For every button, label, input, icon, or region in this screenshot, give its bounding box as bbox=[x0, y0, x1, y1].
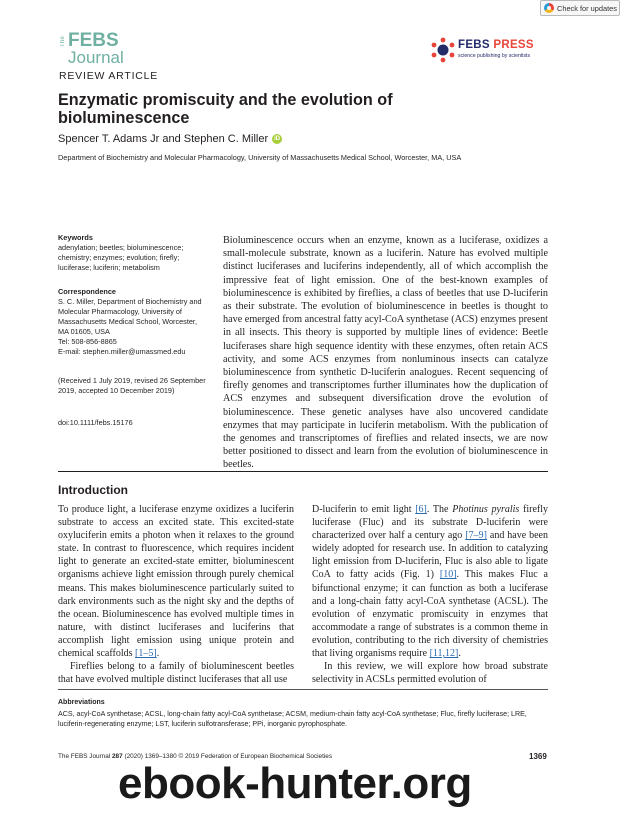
divider bbox=[58, 689, 548, 690]
paragraph: D-luciferin to emit light [6]. The Photinus pyralis firefly luciferase (Fluc) and its substrate D-luciferin were characterized over half a century ago [7–9] and have been widely adopted for research use. In addition to catalyzing light emission from D-luciferin, Fluc is also able to ligate CoA to fatty acids (Fig. 1) [10]. This makes Fluc a bifunctional enzyme; it can function as both a luciferase and a long-chain fatty acyl-CoA synthetase (ACSL). The evolution of enzymatic promiscuity in enzymes that accommodate a range of substrates is a common theme in evolution, contributing to the rich diversity of chemistries that living organisms require [11,12]. bbox=[312, 504, 548, 660]
abbreviations: ACS, acyl-CoA synthetase; ACSL, long-chain fatty acyl-CoA synthetase; ACSM, medium-chain fatty acyl-CoA synthetase; Fluc, firefly luciferase; LRE, luciferin-regenerating enzyme; LST, luciferin sulfotransferase; PPi, inorganic pyrophosphate. bbox=[58, 710, 527, 728]
paragraph: To produce light, a luciferase enzyme oxidizes a luciferin substrate to access an excited state. This excited-state oxyluciferin emits a photon when it relaxes to the ground state. In contrast to fluorescence, which requires incident light to generate an excited-state emitter, bioluminescent organisms achieve light emission through purely chemical means. This makes bioluminescence particularly suited to dark environments such as the night sky and the depths of the ocean. Bioluminescence has evolved multiple times in nature, with distinct luciferases and luciferins that accomplish light emission using unique protein and chemical scaffolds [1–5]. bbox=[58, 504, 294, 660]
received-dates: (Received 1 July 2019, revised 26 September 2019, accepted 10 December 2019) bbox=[58, 376, 206, 395]
affiliation: Department of Biochemistry and Molecular Pharmacology, University of Massachusetts Medical School, Worcester, MA, USA bbox=[58, 153, 462, 162]
check-for-updates-label: Check for updates bbox=[557, 3, 617, 13]
crossmark-icon bbox=[544, 3, 554, 13]
article-title: Enzymatic promiscuity and the evolution of bioluminescence bbox=[58, 91, 393, 127]
divider bbox=[58, 471, 548, 472]
correspondence-heading: Correspondence bbox=[58, 287, 116, 296]
page-number: 1369 bbox=[529, 752, 547, 761]
paragraph: In this review, we will explore how broad substrate selectivity in ACSLs permitted evolution of bbox=[312, 661, 548, 686]
keywords-heading: Keywords bbox=[58, 233, 93, 242]
abbreviations-heading: Abbreviations bbox=[58, 699, 105, 706]
orcid-icon[interactable]: iD bbox=[274, 136, 281, 142]
article-type: REVIEW ARTICLE bbox=[59, 70, 159, 82]
doi[interactable]: doi:10.1111/febs.15176 bbox=[58, 418, 133, 427]
citation-link[interactable]: [7–9] bbox=[465, 530, 487, 542]
body-column-right bbox=[312, 503, 548, 686]
febs-press-logo bbox=[430, 36, 548, 66]
paragraph: Fireflies belong to a family of bioluminescent beetles that have evolved multiple distinct luciferases that all use bbox=[58, 661, 294, 686]
press-logo-name: FEBS PRESS bbox=[458, 39, 534, 51]
press-logo-tagline: science publishing by scientists bbox=[458, 53, 531, 59]
keywords: adenylation; beetles; bioluminescence; chemistry; enzymes; evolution; firefly; luciferase; luciferin; metabolism bbox=[58, 243, 184, 272]
body-column-left bbox=[58, 503, 294, 686]
correspondence bbox=[58, 297, 208, 356]
citation-link[interactable]: [11,12] bbox=[429, 648, 459, 660]
journal-logo-the: The bbox=[60, 36, 66, 47]
correspondence-address: S. C. Miller, Department of Biochemistry and Molecular Pharmacology, University of Massachusetts Medical School, Worcester, MA 01605, USA bbox=[58, 297, 202, 336]
authors: Spencer T. Adams Jr and Stephen C. Miller bbox=[58, 133, 269, 145]
introduction-heading: Introduction bbox=[58, 483, 128, 497]
febs-press-molecule-icon bbox=[430, 37, 456, 63]
citation-link[interactable]: [10] bbox=[439, 569, 457, 581]
journal-logo bbox=[58, 32, 128, 70]
journal-logo-journal: Journal bbox=[68, 48, 124, 67]
correspondence-email[interactable]: E-mail: stephen.miller@umassmed.edu bbox=[58, 346, 186, 356]
authors-line bbox=[58, 133, 282, 145]
citation-link[interactable]: [6] bbox=[415, 504, 427, 515]
footer-citation: The FEBS Journal 287 (2020) 1369–1380 © 2019 Federation of European Biochemical Societies bbox=[58, 753, 333, 760]
journal-logo-febs: FEBS bbox=[68, 30, 119, 51]
citation-link[interactable]: [1–5] bbox=[135, 648, 157, 660]
abstract: Bioluminescence occurs when an enzyme, known as a luciferase, oxidizes a small-molecule substrate, known as a luciferin. Nature has evolved multiple distinct luciferases and luciferins independently, all of which accomplish the impressive feat of light emission. One of the best-known examples of bioluminescence is exhibited by fireflies, a class of beetles that use D-luciferin as their substrate. The evolution of bioluminescence in beetles is thought to have emerged from ancestral fatty acyl-CoA synthetase (ACS) enzymes present in all insects. This theory is supported by multiple lines of evidence: Beetle luciferases share high sequence identity with these enzymes, often retain ACS activity, and some ACS enzymes from nonluminous insects can catalyze bioluminescence from synthetic D-luciferin analogues. Recent sequencing of firefly genomes and transcriptomes further illuminates how the duplication of ACS enzymes and subsequent diversification drove the evolution of bioluminescence. These genetic analyses have also uncovered candidate enzymes that may participate in luciferin metabolism. With the publication of the genomes and transcriptomes of fireflies and related insects, we are now better positioned to dissect and learn from the evolution of bioluminescence in beetles. bbox=[223, 235, 548, 471]
correspondence-tel: Tel: 508-856-8865 bbox=[58, 336, 117, 346]
watermark: ebook-hunter.org bbox=[118, 759, 472, 808]
check-for-updates-button[interactable] bbox=[540, 0, 620, 16]
